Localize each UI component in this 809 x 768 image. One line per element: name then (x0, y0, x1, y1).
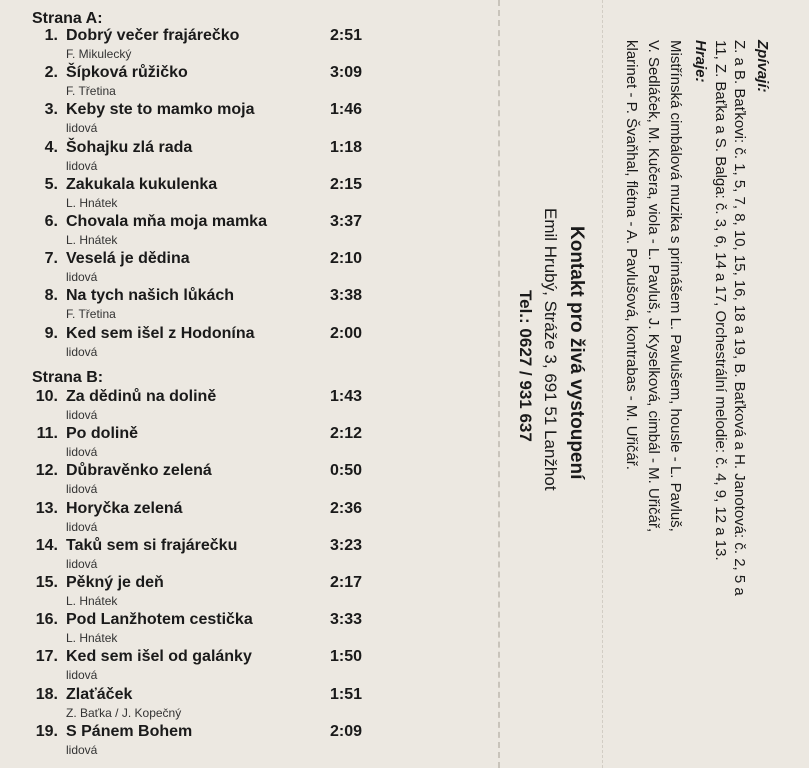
contact-title: Kontakt pro živá vystoupení (566, 226, 587, 480)
track-number: 16. (35, 611, 58, 629)
track-author: lidová (66, 408, 98, 422)
track-number: 3. (44, 101, 58, 119)
track-duration: 1:51 (330, 685, 363, 703)
track-title: Keby ste to mamko moja (66, 101, 255, 119)
track-number: 17. (35, 648, 58, 666)
track-number: 13. (35, 499, 58, 517)
track-author: lidová (66, 158, 98, 173)
players-line: klarinet - P. Švaňhal, flétna - A. Pavlušová, kontrabas - M. Uřičář. (623, 40, 640, 470)
track-author: lidová (66, 482, 98, 497)
track-author: lidová (66, 556, 98, 571)
players-line: V. Sedláček, M. Kučera, viola - L. Pavluš, J. Kyselková, cimbál - M. Uřičář, (645, 40, 662, 533)
track-number: 6. (44, 213, 58, 230)
track-duration: 3:09 (330, 64, 363, 82)
track-author: lidová (66, 445, 98, 460)
track-number: 5. (44, 175, 58, 193)
track-duration: 2:10 (330, 250, 363, 268)
track-title: S Pánem Bohem (66, 722, 193, 740)
track-duration: 3:38 (330, 287, 363, 305)
track-number: 18. (35, 685, 58, 703)
track-author: lidová (66, 519, 98, 534)
track-author: F. Třetina (66, 307, 116, 322)
track-title: Veselá je dědina (66, 250, 190, 268)
track-title: Šohajku zlá rada (66, 138, 193, 156)
track-number: 2. (44, 64, 58, 82)
track-title: Za dědinů na dolině (66, 388, 217, 405)
track-duration: 0:50 (330, 462, 363, 480)
track-title: Šípková růžičko (66, 64, 188, 82)
track-title: Dobrý večer frajárečko (66, 27, 240, 44)
track-author: L. Hnátek (66, 594, 118, 608)
track-title: Zlaťáček (66, 685, 133, 703)
track-duration: 2:15 (330, 175, 363, 193)
track-author: F. Třetina (66, 84, 116, 99)
track-title: Chovala mňa moja mamka (66, 213, 267, 230)
track-author: F. Mikulecký (66, 47, 132, 61)
fold-line (498, 0, 500, 768)
track-author: lidová (66, 668, 98, 683)
track-duration: 3:37 (330, 213, 363, 230)
track-title: Pěkný je deň (66, 574, 164, 591)
track-number: 10. (35, 388, 58, 405)
track-author: Z. Baťka / J. Kopečný (66, 705, 182, 720)
track-duration: 2:12 (330, 425, 363, 443)
track-duration: 3:23 (330, 536, 363, 554)
contact-phone: Tel.: 0627 / 931 637 (516, 290, 535, 442)
track-duration: 3:33 (330, 611, 363, 629)
track-number: 4. (44, 138, 58, 156)
track-number: 11. (36, 425, 58, 443)
track-number: 15. (35, 574, 58, 591)
players-line: Mistřínská cimbálová muzika s primášem L. Pavlušem, housle - L. Pavluš, (667, 40, 684, 532)
track-author: L. Hnátek (66, 233, 118, 247)
track-title: Ked sem išel od galánky (66, 648, 252, 666)
track-title: Taků sem si frajárečku (66, 536, 238, 554)
track-number: 1. (44, 27, 58, 44)
track-duration: 2:09 (330, 722, 363, 740)
track-number: 7. (44, 250, 58, 268)
track-number: 19. (35, 722, 58, 740)
track-author: L. Hnátek (66, 631, 118, 646)
track-duration: 1:43 (330, 388, 363, 405)
side-a-heading: Strana A: (32, 10, 103, 27)
track-number: 14. (35, 536, 58, 554)
track-title: Na tych našich lůkách (66, 287, 235, 305)
track-number: 12. (35, 462, 58, 480)
track-title: Pod Lanžhotem cestička (66, 611, 253, 629)
track-duration: 1:50 (330, 648, 363, 666)
contact-address: Emil Hrubý, Stráže 3, 691 51 Lanžhot (541, 208, 560, 491)
track-duration: 2:17 (330, 574, 363, 591)
track-title: Důbravěnko zelená (66, 462, 212, 480)
players-heading: Hraje: (692, 40, 709, 83)
track-title: Ked sem išel z Hodonína (66, 324, 255, 342)
track-author: lidová (66, 270, 98, 285)
track-title: Po dolině (66, 425, 138, 443)
track-duration: 2:36 (330, 499, 363, 517)
track-number: 8. (44, 287, 58, 305)
track-duration: 2:00 (330, 324, 363, 342)
singers-line: 11, Z. Baťka a S. Balga: č. 3, 6, 14 a 17, Orchestrální melodie: č. 4, 9, 12 a 13. (712, 40, 729, 561)
singers-heading: Zpívají: (754, 40, 771, 93)
track-author: lidová (66, 742, 98, 757)
track-number: 9. (44, 324, 58, 342)
track-duration: 1:46 (330, 101, 363, 119)
track-duration: 2:51 (330, 27, 363, 44)
side-b-heading: Strana B: (32, 369, 104, 386)
track-author: lidová (66, 121, 98, 136)
fold-line (602, 0, 603, 768)
track-duration: 1:18 (330, 138, 363, 156)
track-title: Zakukala kukulenka (66, 175, 218, 193)
track-title: Horyčka zelená (66, 499, 183, 517)
track-author: L. Hnátek (66, 195, 118, 210)
singers-line: Z. a B. Baťkovi: č. 1, 5, 7, 8, 10, 15, 16, 18 a 19, B. Baťková a H. Janotová: č. 2, 5 a (731, 40, 748, 596)
track-author: lidová (66, 344, 98, 359)
